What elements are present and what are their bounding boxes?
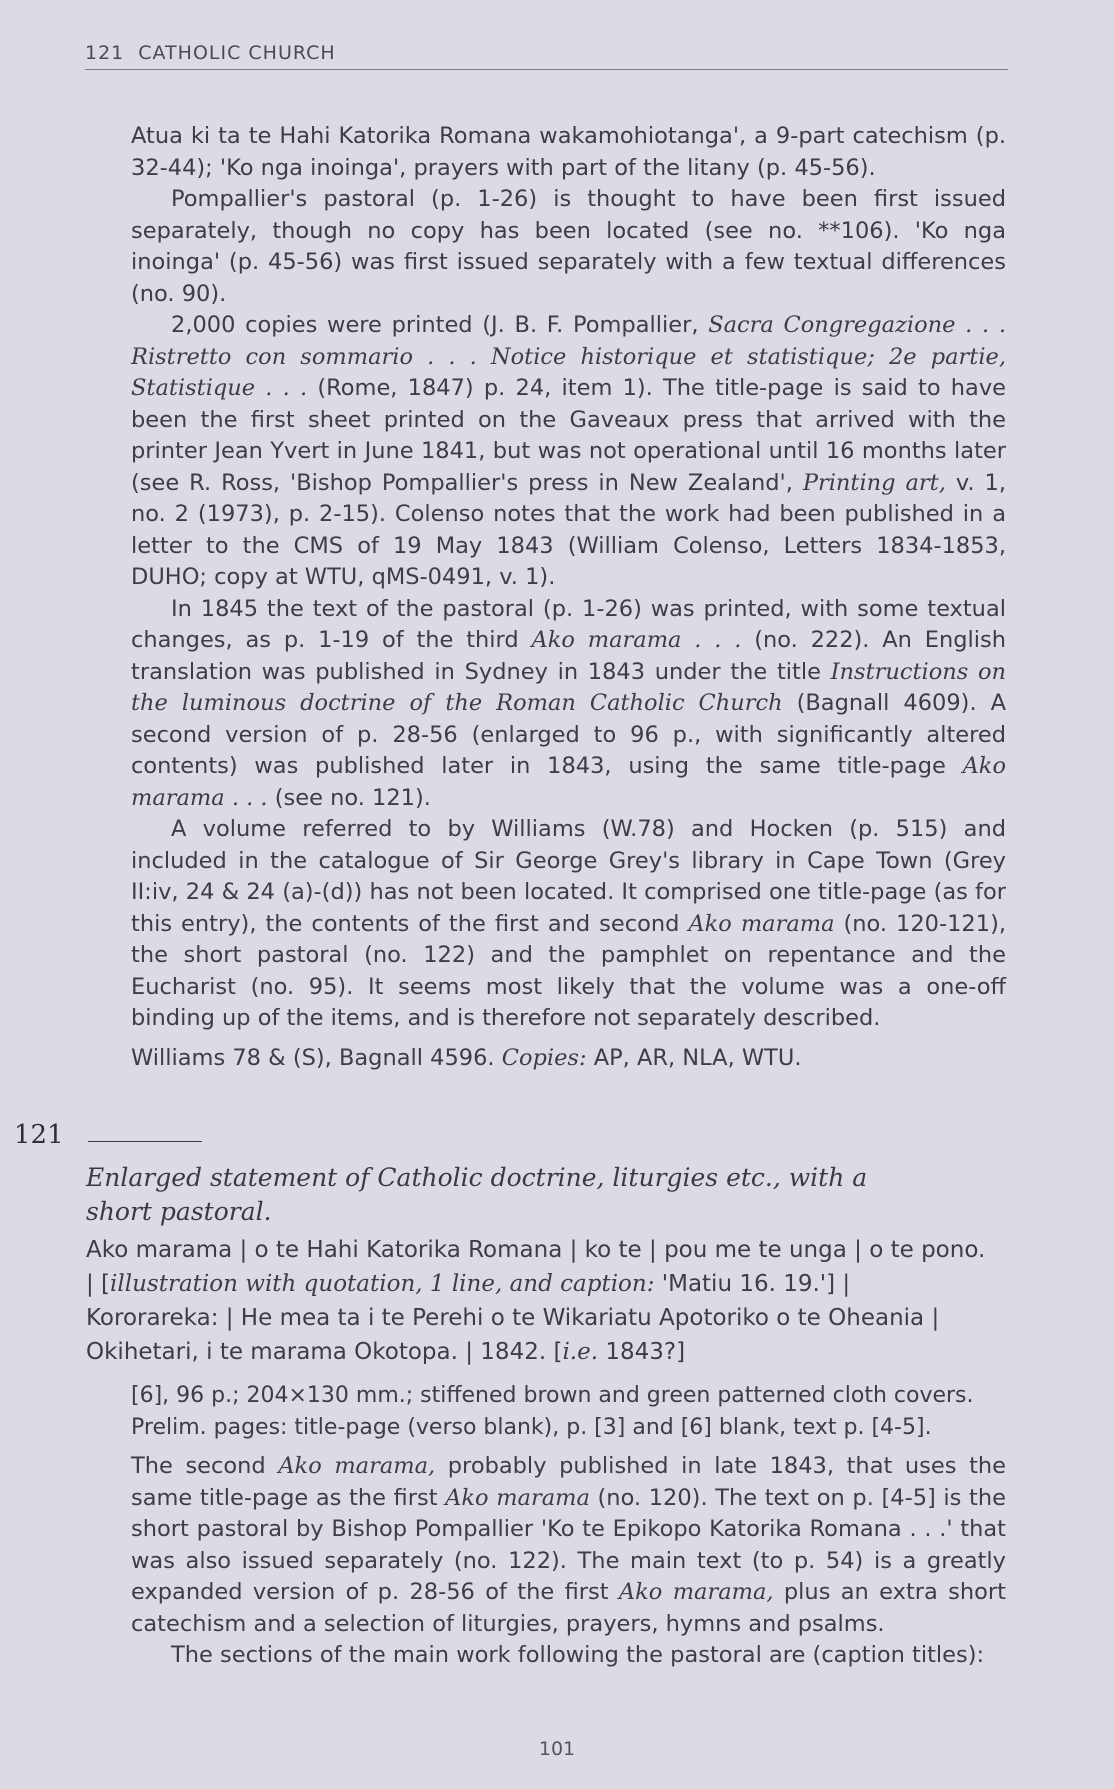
citation-line [131, 1043, 1006, 1075]
text-run: Williams 78 & (S), Bagnall 4596. [131, 1044, 502, 1071]
text-run: v. 1, no. 2 (1973), p. 2-15). Colenso notes that the work had been published in a letter to the CMS of 19 May 1843 (William Colenso, Letters 1834-1853, DUHO; copy at WTU, qMS-0491, v. 1). [131, 469, 1006, 590]
running-header [85, 42, 1008, 70]
text-run: (Rome, 1847) p. 24, item 1). The title-page is said to have been the first sheet printed on the Gaveaux press that arrived with the printer Jean Yvert in June 1841, but was not operational until 16 months later (see R. Ross, 'Bishop Pompallier's press in New Zealand', [131, 375, 1006, 496]
header-running-title: CATHOLIC CHURCH [138, 42, 336, 64]
text-run: (Bagnall 4609). A second version of p. 28-56 (enlarged to 96 p., with significantly altered contents) was published later in 1843, using the same title-page [131, 690, 1006, 779]
text-run: probably published in late 1843, that uses the same title-page as the first [131, 1453, 1006, 1511]
italic-title: Ako marama [445, 1484, 590, 1511]
paragraph [131, 1451, 1006, 1640]
paragraph: Pompallier's pastoral (p. 1-26) is thought to have been first issued separately, though no copy has been located (see no. **106). 'Ko nga inoinga' (p. 45-56) was first issued separately with a few textual differences (no. 90). [131, 186, 1006, 307]
italic-title: Ako marama . . . [131, 753, 1006, 811]
collation: [6], 96 p.; 204×130 mm.; stiffened brown and green patterned cloth covers. Prelim. pages: title-page (verso blank), p. [3] and [6] blank, text p. [4-5]. [131, 1383, 974, 1440]
title-transcription [86, 1233, 986, 1369]
text-run: The second [131, 1453, 279, 1479]
italic-title: Ako marama, [278, 1453, 436, 1479]
text-run: 'Matiu 16. 19.'] | Kororareka: | He mea ta i te Perehi o te Wikariatu Apotoriko o te Oheania | Okihetari, i te marama Okotopa. | 1842. [ [86, 1271, 940, 1365]
copies-label: Copies: [501, 1044, 587, 1071]
page-number: 101 [538, 1738, 576, 1760]
entry-title: Enlarged statement of Catholic doctrine, liturgies etc., with a short pastoral. [86, 1163, 868, 1226]
paragraph: The sections of the main work following the pastoral are (caption titles): [171, 1642, 985, 1668]
text-run: 2,000 copies were printed (J. B. F. Pompallier, [171, 312, 709, 338]
text-run: In 1845 the text of the pastoral (p. 1-26) was printed, with some textual changes, as p. 1-19 of the third [131, 595, 1006, 653]
text-run: Ako marama | o te Hahi Katorika Romana | ko te | pou me te unga | o te pono. | [ [86, 1237, 986, 1297]
text-run: (see no. 121). [267, 784, 431, 811]
entry-number: 121 [14, 1120, 64, 1150]
italic-note: illustration with quotation, 1 line, and caption: [110, 1271, 655, 1297]
paragraph [131, 814, 1006, 1035]
paragraph: Atua ki ta te Hahi Katorika Romana wakamohiotanga', a 9-part catechism (p. 32-44); 'Ko nga inoinga', prayers with part of the litany (p. 45-56). [131, 123, 1006, 181]
header-page-ref: 121 [85, 42, 125, 64]
paragraph [131, 594, 1006, 815]
entry-rule [88, 1141, 202, 1142]
italic-title: Ako marama, [618, 1579, 774, 1605]
text-run: AP, AR, NLA, WTU. [586, 1044, 802, 1071]
italic-title: Printing art, [802, 469, 946, 496]
text-run: (no. 120). The text on p. [4-5] is the short pastoral by Bishop Pompallier 'Ko te Epikopo Katorika Romana . . .' that was also issued separately (no. 122). The main text (to p. 54) is a greatly expanded version of p. 28-56 of the first [131, 1484, 1006, 1605]
italic-title: Instructions on the luminous doctrine of the Roman Catholic Church [131, 658, 1007, 716]
text-run: plus an extra short catechism and a selection of liturgies, prayers, hymns and psalms. [131, 1579, 1006, 1637]
text-run: A volume referred to by Williams (W.78) and Hocken (p. 515) and included in the catalogue of Sir George Grey's library in Cape Town (Grey II:iv, 24 & 24 (a)-(d)) has not been located. It comprised one title-page (as for this entry), the contents of the first and second [131, 816, 1006, 937]
italic-note: i.e. [562, 1339, 599, 1365]
text-run: (no. 222). An English translation was published in Sydney in 1843 under the title [131, 627, 1006, 685]
italic-title: Sacra Congregazione . . . Ristretto con sommario . . . Notice historique et statistique; 2e partie, Statistique . . . [131, 312, 1006, 401]
entry-notes [131, 1451, 1006, 1672]
italic-title: Ako marama . . . [531, 627, 742, 653]
continued-entry-text [131, 121, 1006, 1074]
text-run: 1843?] [598, 1339, 686, 1365]
paragraph [131, 310, 1006, 594]
italic-title: Ako marama [688, 910, 835, 937]
text-run: (no. 120-121), the short pastoral (no. 122) and the pamphlet on repentance and the Eucharist (no. 95). It seems most likely that the volume was a one-off binding up of the items, and is therefore not separately described. [131, 910, 1006, 1031]
